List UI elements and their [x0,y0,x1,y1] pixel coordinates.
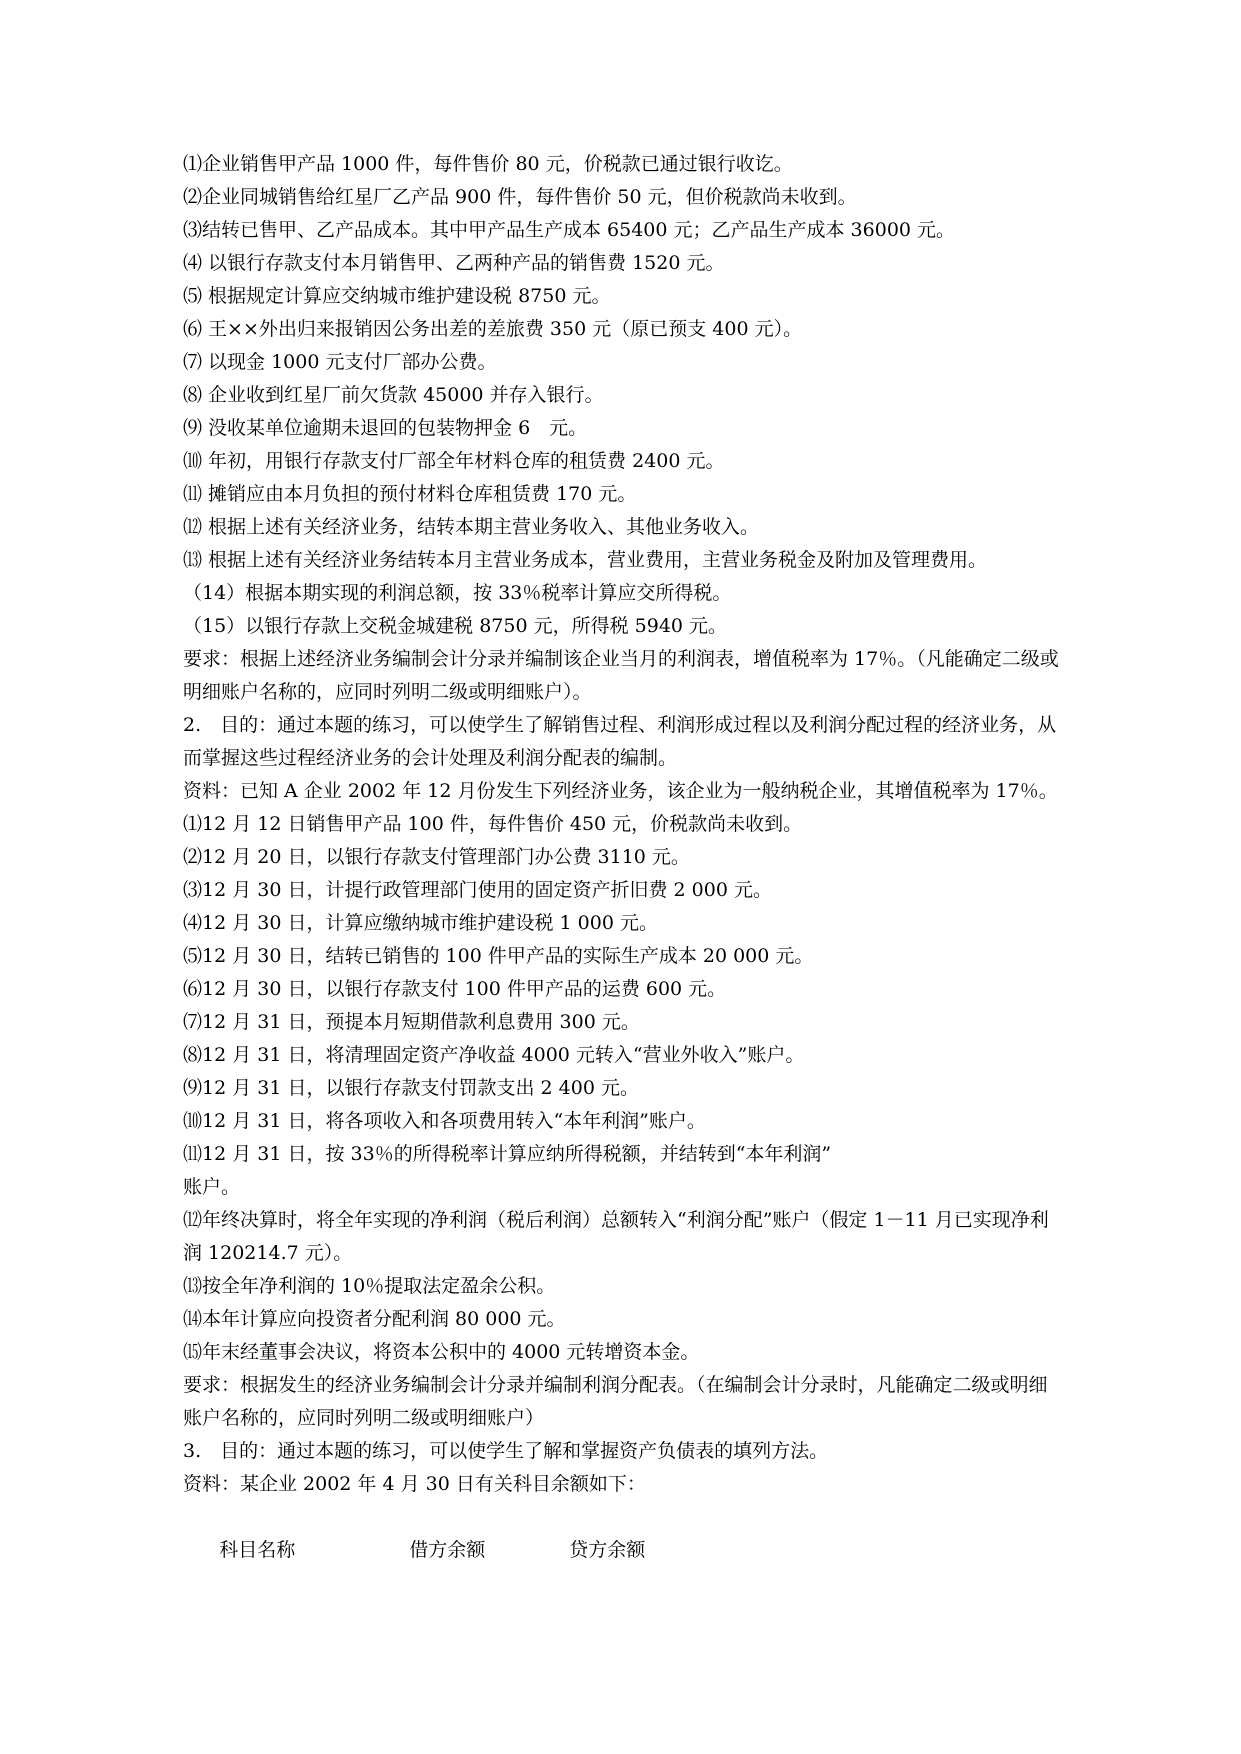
column-header-debit-balance: 借方余额 [409,1539,486,1561]
section-2-items [183,808,1063,1369]
column-header-account-name: 科目名称 [219,1539,296,1561]
balance-table-header [183,1501,1063,1600]
section-2-material: 资料：已知 A 企业 2002 年 12 月份发生下列经济业务，该企业为一般纳税企业，其增值税率为 17％。 [183,780,1058,802]
list-item: ⑴企业销售甲产品 1000 件，每件售价 80 元，价税款已通过银行收讫。 [183,153,793,175]
list-item: ⑺ 以现金 1000 元支付厂部办公费。 [183,351,497,373]
list-item: ⒀按全年净利润的 10％提取法定盈余公积。 [183,1275,556,1297]
list-item: ⑾12 月 31 日，按 33％的所得税率计算应纳所得税额，并结转到“本年利润” [183,1143,832,1165]
list-item: ⑹12 月 30 日，以银行存款支付 100 件甲产品的运费 600 元。 [183,978,727,1000]
list-item: ⑽ 年初，用银行存款支付厂部全年材料仓库的租赁费 2400 元。 [183,450,725,472]
list-item: 账户。 [183,1176,241,1198]
list-item: ⑶结转已售甲、乙产品成本。其中甲产品生产成本 65400 元；乙产品生产成本 36000 元。 [183,219,956,241]
list-item: ⑽12 月 31 日，将各项收入和各项费用转入“本年利润”账户。 [183,1110,706,1132]
list-item: ⒁本年计算应向投资者分配利润 80 000 元。 [183,1308,566,1330]
section-2-requirement: 要求：根据发生的经济业务编制会计分录并编制利润分配表。（在编制会计分录时，凡能确定二级或明细账户名称的，应同时列明二级或明细账户） [183,1374,1048,1429]
list-item: ⑶12 月 30 日，计提行政管理部门使用的固定资产折旧费 2 000 元。 [183,879,772,901]
list-item: ⑸ 根据规定计算应交纳城市维护建设税 8750 元。 [183,285,611,307]
column-header-credit-balance: 贷方余额 [569,1539,646,1561]
section-2-purpose: 2. 目的：通过本题的练习，可以使学生了解销售过程、利润形成过程以及利润分配过程的经济业务，从而掌握这些过程经济业务的会计处理及利润分配表的编制。 [183,714,1057,769]
list-item: ⑼ 没收某单位逾期未退回的包装物押金 6 元。 [183,417,588,439]
list-item: ⑻12 月 31 日，将清理固定资产净收益 4000 元转入“营业外收入”账户。 [183,1044,805,1066]
list-item: ⑻ 企业收到红星厂前欠货款 45000 并存入银行。 [183,384,604,406]
list-item: ⒀ 根据上述有关经济业务结转本月主营业务成本，营业费用，主营业务税金及附加及管理费用。 [183,549,988,571]
list-item: ⑿年终决算时，将全年实现的净利润（税后利润）总额转入“利润分配”账户（假定 1－11 月已实现净利润 120214.7 元）。 [183,1209,1049,1264]
document-body [183,148,1063,1600]
list-item: ⑼12 月 31 日，以银行存款支付罚款支出 2 400 元。 [183,1077,639,1099]
section-3-material: 资料：某企业 2002 年 4 月 30 日有关科目余额如下： [183,1473,646,1495]
list-item: ⒂年末经董事会决议，将资本公积中的 4000 元转增资本金。 [183,1341,700,1363]
list-item: ⑷ 以银行存款支付本月销售甲、乙两种产品的销售费 1520 元。 [183,252,725,274]
list-item: ⑴12 月 12 日销售甲产品 100 件，每件售价 450 元，价税款尚未收到。 [183,813,803,835]
list-item: （15）以银行存款上交税金城建税 8750 元，所得税 5940 元。 [183,615,728,637]
section-1-requirement: 要求：根据上述经济业务编制会计分录并编制该企业当月的利润表，增值税率为 17％。（凡能确定二级或明细账户名称的，应同时列明二级或明细账户）。 [183,648,1059,703]
list-item: ⑾ 摊销应由本月负担的预付材料仓库租赁费 170 元。 [183,483,637,505]
list-item: ⑹ 王××外出归来报销因公务出差的差旅费 350 元（原已预支 400 元）。 [183,318,803,340]
list-item: ⑵企业同城销售给红星厂乙产品 900 件，每件售价 50 元，但价税款尚未收到。 [183,186,857,208]
list-item: ⑺12 月 31 日，预提本月短期借款利息费用 300 元。 [183,1011,640,1033]
list-item: ⑷12 月 30 日，计算应缴纳城市维护建设税 1 000 元。 [183,912,658,934]
section-1-items [183,148,1063,643]
list-item: ⑵12 月 20 日，以银行存款支付管理部门办公费 3110 元。 [183,846,690,868]
list-item: ⑸12 月 30 日，结转已销售的 100 件甲产品的实际生产成本 20 000 元。 [183,945,814,967]
section-3-purpose: 3. 目的：通过本题的练习，可以使学生了解和掌握资产负债表的填列方法。 [183,1440,829,1462]
list-item: ⑿ 根据上述有关经济业务，结转本期主营业务收入、其他业务收入。 [183,516,760,538]
list-item: （14）根据本期实现的利润总额，按 33％税率计算应交所得税。 [183,582,732,604]
